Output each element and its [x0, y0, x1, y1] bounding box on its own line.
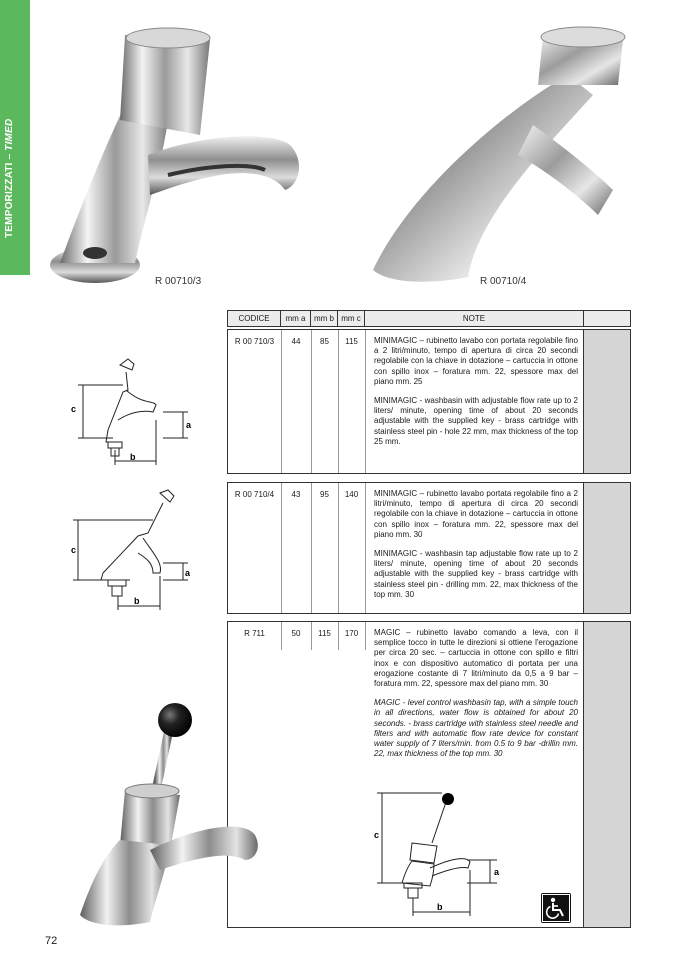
dim-c-label: c — [71, 404, 77, 414]
table-row — [227, 482, 631, 614]
faucet-photo-r711 — [70, 700, 265, 930]
page-number: 72 — [45, 935, 58, 947]
dim-b-label: b — [134, 596, 140, 606]
dimension-diagram-1 — [68, 350, 198, 470]
header-empty — [584, 311, 612, 326]
row-code: R 711 — [244, 629, 265, 638]
row-b: 85 — [320, 337, 329, 346]
header-b: mm b — [311, 311, 338, 326]
dim-a-label: a — [494, 867, 500, 877]
dim-c-label: c — [374, 830, 380, 840]
row-c: 170 — [344, 629, 359, 638]
row-note: MAGIC – rubinetto lavabo comando a leva, con il semplice tocco in tutte le direzioni si ottiene l'erogazione per circa 20 sec. – cartuccia in ottone con spillo e filtri inox e con dispositivo automatico di portata per una erogazione costante di 7 litri/minuto da 0,5 a 9 bar – foratura mm. 22, spessore max del piano mm. 30 MAGIC - level control washbasin tap, with a simple touch in all directions, water flow is obtained for about 20 seconds. - brass cartridge with stainless steel needle and filters and with automatic flow rate device for constant water supply of 7 liters/min. from 0.5 to 9 bar -drillin mm. 22, max thickness of the top mm. 30 — [374, 628, 578, 759]
row-b: 115 — [318, 629, 331, 638]
row-a: 43 — [291, 490, 301, 499]
row-note: MINIMAGIC – rubinetto lavabo portata regolabile fino a 2 litri/minuto, tempo di apertura di circa 20 secondi regolabile con la chiave in dotazione – cartuccia in ottone con spillo inox – foratura mm. 22, spessore max del piano mm. 30 MINIMAGIC - washbasin tap adjustable flow rate up to 2 liters/ minute, opening time of about 20 seconds adjustable with the supplied key - brass cartridge with stainless steel pin - drilling mm. 22, max thickness of the top mm. 30 — [374, 489, 578, 599]
row-a: 50 — [291, 629, 301, 638]
header-code: CODICE — [228, 311, 281, 326]
section-tab — [0, 0, 30, 275]
dim-b-label: b — [437, 902, 443, 912]
dimension-diagram-2 — [68, 488, 198, 613]
faucet-photo-r00710-3 — [50, 25, 305, 285]
faucet-photo-r00710-4 — [368, 15, 633, 285]
dim-a-label: a — [185, 568, 191, 578]
row-note: MINIMAGIC – rubinetto lavabo con portata regolabile fino a 2 litri/minuto, tempo di apertura di circa 20 secondi regolabile con la chiave in dotazione – cartuccia in ottone con spillo inox – foratura mm. 22, spessore max del piano mm. 25 MINIMAGIC - washbasin with adjustable flow rate up to 2 liters/ minute, opening time of about 20 seconds adjustable with the supplied key - brass cartridge with stainless steel pin - hole 22 mm, max thickness of the top 25 mm. — [374, 336, 578, 446]
dimension-diagram-3 — [372, 788, 507, 918]
row-c: 115 — [345, 337, 358, 346]
header-c: mm c — [338, 311, 365, 326]
row-code: R 00 710/4 — [234, 490, 275, 499]
header-note: NOTE — [365, 311, 584, 326]
table-row — [227, 329, 631, 474]
header-a: mm a — [281, 311, 311, 326]
product-code-label: R 00710/4 — [480, 276, 527, 287]
dim-b-label: b — [130, 452, 136, 462]
table-header — [227, 310, 631, 327]
row-a: 44 — [291, 337, 301, 346]
dim-a-label: a — [186, 420, 192, 430]
product-code-label: R 00710/3 — [155, 276, 202, 287]
wheelchair-icon — [541, 893, 571, 923]
dim-c-label: c — [71, 545, 77, 555]
row-c: 140 — [344, 490, 359, 499]
row-b: 95 — [320, 490, 329, 499]
row-code: R 00 710/3 — [234, 337, 275, 346]
section-tab-label: TEMPORIZZATI – TIMED — [4, 118, 15, 238]
